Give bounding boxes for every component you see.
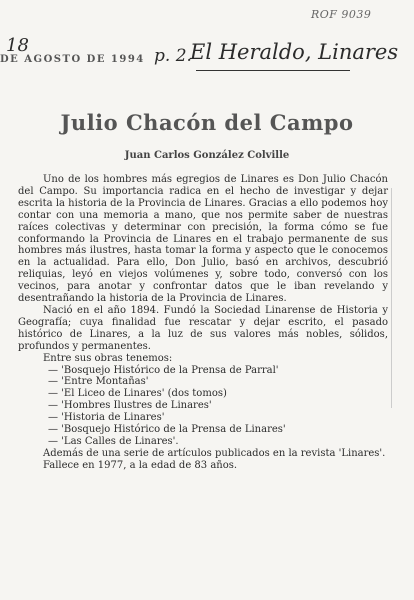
clipping-header bbox=[0, 0, 414, 86]
page-number: 18 bbox=[6, 35, 29, 56]
list-item: — 'Bosquejo Histórico de la Prensa de Parral' bbox=[48, 364, 279, 376]
list-item: — 'Las Calles de Linares'. bbox=[48, 435, 179, 447]
paragraph: Uno de los hombres más egregios de Linares es Don Julio Chacón del Campo. Su importancia radica en el hecho de investigar y dejar escrita la historia de la Provincia de Linares. Gracias a ello podemos hoy contar con una memoria a mano, que nos permite saber de nuestras raíces colectivas y determinar con precisión, la forma cómo se fue conformando la Provincia de Linares en el trabajo permanente de sus hombres más ilustres, hasta tomar la forma y aspecto que le conocemos en la actualidad. Para ello, Don Julio, basó en archivos, descubrió reliquias, leyó en viejos volúmenes y, sobre todo, conversó con los vecinos, para anotar y confrontar datos que le iban revelando y desentrañando la historia de la Provincia de Linares. bbox=[18, 174, 388, 305]
list-item: — 'Historia de Linares' bbox=[48, 412, 165, 424]
paragraph: Nació en el año 1894. Fundó la Sociedad Linarense de Historia y Geografía; cuya finalidad fue rescatar y dejar escrito, el pasado histórico de Linares, a la luz de sus valores más nobles, sólidos, profundos y permanentes. bbox=[18, 304, 388, 352]
newspaper-name: El Heraldo, Linares bbox=[190, 40, 399, 64]
list-item: — 'El Liceo de Linares' (dos tomos) bbox=[48, 388, 227, 400]
newspaper-article bbox=[12, 88, 402, 588]
list-item: — 'Bosquejo Histórico de la Prensa de Linares' bbox=[48, 424, 286, 436]
adjacent-column-edge bbox=[391, 188, 402, 408]
paragraph: Además de una serie de artículos publicados en la revista 'Linares'. bbox=[43, 447, 386, 459]
works-list bbox=[18, 365, 388, 448]
paragraph: Fallece en 1977, a la edad de 83 años. bbox=[43, 459, 238, 471]
publication-date: DE AGOSTO DE 1994 bbox=[0, 54, 145, 65]
article-body bbox=[18, 174, 388, 472]
reference-code: ROF 9039 bbox=[311, 8, 372, 21]
article-title: Julio Chacón del Campo bbox=[60, 110, 354, 135]
paragraph: Entre sus obras tenemos: bbox=[43, 352, 173, 364]
handwritten-underline bbox=[196, 70, 350, 71]
list-item: — 'Hombres Ilustres de Linares' bbox=[48, 400, 212, 412]
list-item: — 'Entre Montañas' bbox=[48, 376, 149, 388]
article-author: Juan Carlos González Colville bbox=[124, 150, 290, 161]
page-reference: p. 2. bbox=[154, 46, 192, 66]
